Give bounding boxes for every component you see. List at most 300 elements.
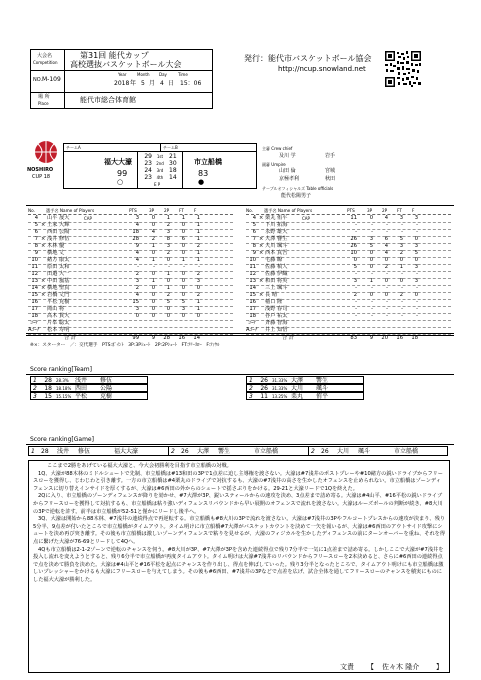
player-2p: 1 (166, 285, 170, 291)
player-name: 原田 太和 (47, 264, 70, 270)
player-row (246, 306, 451, 313)
player-2p: 3 (166, 243, 170, 249)
place-label: Place (38, 101, 49, 106)
player-number: 18 (31, 313, 38, 319)
player-number: 7 (252, 236, 256, 242)
player-name: 下川 拓海 (265, 222, 288, 228)
player-ft: 0 (181, 229, 185, 235)
player-fouls: - (416, 229, 418, 235)
totals-label: 合 計 (64, 335, 77, 341)
total-value: 16 (396, 335, 403, 341)
player-2p: 4 (384, 250, 388, 256)
quarter-score-a: 23 (144, 160, 152, 167)
rank-points: 26 (181, 447, 189, 455)
player-2p: - (386, 222, 388, 228)
player-ft: 0 (181, 243, 185, 249)
player-row (28, 278, 233, 285)
player-row (28, 236, 233, 243)
starter-mark: × (259, 292, 264, 298)
article-paragraph: 4Qも市立船橋は2-1-2ゾーンで逆転のチャンスを伺う。#8大川が3P、#7大澤が3Pを含めた連続得点で残り7分半で一気に1点差まで詰め寄る。しかしここで大濠が#7浅井を投入し流れを変えようとすると、残り6分半で市立船橋が再度タイムアウト。タイム明けは大濠#7浅井のリバウンドからフリースローを2本決めると、さらに#6西田の連続得点で点を決めて勝負を決めた。大濠は#4山平と#16平松を起点にチャンスを作り出し、得点を伸ばしていった。残り3分半となったところで、タイムアウト明けにも市立船橋は激しいプレッシャーをかけるも大濠にフリースローを与えてしまう。その後も#6西田、#7浅井の3Pなどで点差を広げ、試合全体を通してフリースローのチャンスを積実にものにした福大大濠が勝利した。 (33, 546, 444, 583)
box-header-cell: No. (28, 208, 35, 213)
player-3p: 0 (151, 313, 155, 319)
player-2p: 2 (166, 292, 170, 298)
team-a-total: 99 (117, 169, 128, 178)
player-ft: - (401, 313, 403, 319)
player-2p: 3 (166, 229, 170, 235)
player-ft: 0 (181, 271, 185, 277)
player-name: 緒方 康太 (47, 257, 70, 263)
total-value: 18 (411, 335, 418, 341)
player-3p: 0 (151, 299, 155, 305)
player-ft: 0 (181, 278, 185, 284)
box-header-cell: F (194, 208, 197, 213)
total-value: 83 (350, 335, 357, 341)
player-3p: 0 (151, 250, 155, 256)
starter-mark: × (41, 292, 46, 298)
player-number: 5 (34, 222, 38, 228)
player-pts: - (355, 313, 357, 319)
logo-text-cup: CUP 18 (32, 174, 51, 180)
player-number: 16 (31, 299, 38, 305)
rank-position: 2 (171, 447, 175, 455)
player-fouls: 2 (196, 271, 200, 277)
player-ft: 6 (181, 236, 185, 242)
player-row (28, 264, 233, 271)
player-pts: 26 (350, 236, 357, 242)
writer-open-bracket: 【 (367, 663, 374, 671)
player-3p: 2 (151, 236, 155, 242)
player-name: 横地 丈 (47, 250, 65, 256)
player-ft: - (401, 299, 403, 305)
player-row (28, 229, 233, 236)
rank-points: 15 (44, 392, 52, 400)
player-pts: - (355, 271, 357, 277)
player-pts: 4 (135, 292, 139, 298)
player-row (246, 292, 451, 299)
player-2p: 8 (166, 236, 170, 242)
player-fouls: - (416, 222, 418, 228)
crew-chief-pref: 岩手 (325, 153, 336, 159)
meet-label: 大会名 (37, 53, 53, 59)
player-number: 4 (34, 215, 38, 221)
logo-text-noshiro: NOSHIRO (27, 167, 54, 173)
player-pts: 3 (135, 278, 139, 284)
player-3p: 1 (151, 257, 155, 263)
quarter-label: 4th (156, 175, 164, 180)
player-pts: 2 (135, 285, 139, 291)
rank-percent: 28.3% (56, 377, 69, 383)
player-3p: 0 (369, 250, 373, 256)
player-pts: - (137, 264, 139, 270)
player-pts: 18 (132, 229, 139, 235)
player-3p: - (371, 285, 373, 291)
article-paragraph: 1Q、大濠が88木林のミドルシュートで先制、市立船橋は#13和田の3Pで1点差に迫し主導権を渡さない。大濠は#7浅井のポストプレーや#10緒方の鋭いドライブからフリースローを獲得し、じわじわと引き離す。一方の市立船橋は#4栗丸のドライブで対抗するも、大濠の#7浅井の高さを生かしたオフェンスを止められない。市立船橋はゾーンディフェンスに切り替えインサイドを厚くするが、大濠は#6西田の外からのシュートで揺さぶりをかける。29-21と大濠リードで1Qを終えた。 (33, 470, 443, 492)
player-name: 岩橋 丈門 (47, 292, 70, 298)
player-pts: 11 (350, 215, 357, 221)
box-header-cell: FT (179, 208, 184, 213)
article-paragraph: 2Qに入り、市立船橋のゾーンディフェンスが降りを効かせ、#7大澤が3P、鋭いスティールからの速攻を決め、3点差まで詰め寄る。大濠は#4山平、#16平松の鋭いドライブからフリースローを獲得して対抗するも、市立船橋は粘り強いディフェンスリバウンドから早い展開のオフェンスで流れを渡さない。大濠はルーズボールの判断が続き、#8大川の3Pで逆転を許す。前半は市立船橋が52-51と僅かにリードし後半へ。 (33, 493, 443, 515)
umpire-2-pref: 秋田 (325, 176, 336, 182)
player-pts: 4 (135, 257, 139, 263)
rank-points: 26 (260, 384, 268, 392)
player-fouls: - (416, 313, 418, 319)
quarter-score-b: 30 (169, 160, 177, 167)
player-number: 11 (31, 264, 38, 270)
player-pts: - (355, 285, 357, 291)
total-value: 16 (178, 335, 185, 341)
box-header-cell: 選手名 Name of Players (264, 208, 313, 213)
place-label-jp: 場 所 (38, 94, 50, 100)
player-pts: 2 (135, 271, 139, 277)
player-row (246, 271, 451, 278)
player-pts: 0 (353, 257, 357, 263)
publisher: 発行：能代市バスケットボール協会 (244, 54, 372, 63)
rank-team-title: Score ranking[Team] (30, 366, 92, 373)
rank-percent: 31.33% (272, 377, 288, 383)
player-name: 西田 公陽 (47, 229, 70, 235)
rank-given-name: 颯斗 (316, 384, 329, 392)
player-row (28, 271, 233, 278)
player-fouls: - (198, 264, 200, 270)
quarter-score-b: 14 (169, 174, 177, 181)
date-head-year: Year (118, 72, 127, 77)
player-2p: 6 (384, 236, 388, 242)
rank-position: 1 (249, 376, 253, 384)
date-month-unit: 月 (149, 80, 156, 87)
player-fouls: 5 (414, 250, 418, 256)
date-year: 2018 (114, 80, 130, 87)
starter-mark: × (41, 278, 46, 284)
rank-surname: 大澤 (197, 447, 210, 455)
starter-mark: × (259, 250, 264, 256)
rank-percent: 15.15% (56, 393, 72, 399)
box-header-cell: 2P (164, 208, 170, 213)
date-year-unit: 年 (130, 80, 137, 87)
player-number: 16 (249, 299, 256, 305)
player-2p: 2 (166, 250, 170, 256)
player-row (28, 250, 233, 257)
quarter-score-a: 29 (144, 153, 152, 160)
player-3p: 1 (369, 278, 373, 284)
rank-percent: 13.25% (272, 393, 288, 399)
rank-game-title: Score ranking[Game] (30, 436, 94, 443)
player-2p: 0 (166, 313, 170, 319)
player-2p: 2 (384, 264, 388, 270)
player-number: 17 (31, 306, 38, 312)
rank-given-name: 克樹 (100, 392, 113, 400)
date-head-month: Month (137, 72, 150, 77)
rank-points: 11 (260, 392, 268, 400)
player-fouls: 0 (414, 257, 418, 263)
player-3p: 0 (151, 222, 155, 228)
player-3p: - (371, 313, 373, 319)
team-a-label: チームA (66, 145, 81, 150)
table-officials-label: テーブルオフィシャルズ Table officials (262, 186, 334, 191)
player-row (28, 243, 233, 250)
player-row (246, 243, 451, 250)
player-ft: 0 (181, 285, 185, 291)
player-row (246, 250, 451, 257)
article-paragraph: ここまで2勝をあげている福大大濠と、今大会初勝利を目指す市立船橋の対戦。 (47, 463, 232, 469)
player-row (246, 299, 451, 306)
player-row (246, 278, 451, 285)
player-number: 12 (31, 271, 38, 277)
player-3p: 0 (369, 257, 373, 263)
player-fouls: - (416, 306, 418, 312)
player-fouls: 0 (414, 292, 418, 298)
player-name: 和田 将英 (265, 278, 288, 284)
player-row (246, 236, 451, 243)
player-ft: - (401, 229, 403, 235)
player-row (28, 215, 233, 222)
player-3p: 0 (151, 285, 155, 291)
player-name: 佐藤 槙人 (265, 264, 288, 270)
box-header-cell: PTS (347, 208, 355, 213)
player-fouls: 3 (414, 264, 418, 270)
rank-surname: 平松 (75, 392, 88, 400)
writer-close-bracket: 】 (436, 663, 443, 671)
player-name: 高木 貫大 (47, 313, 70, 319)
rank-surname: 浅井 (57, 447, 70, 455)
player-row (28, 292, 233, 299)
player-pts: - (355, 222, 357, 228)
rank-given-name: 修伍 (78, 447, 91, 455)
player-row (28, 222, 233, 229)
total-value: 99 (132, 335, 139, 341)
box-header-cell: 2P (382, 208, 388, 213)
quarter-label: 3rd (156, 168, 164, 173)
player-2p: 4 (384, 243, 388, 249)
player-3p: 0 (369, 215, 373, 221)
site-url[interactable]: http://ncup.snowland.net (278, 65, 366, 73)
player-number: 18 (249, 313, 256, 319)
article-body (33, 463, 446, 585)
rank-surname: 大川 (337, 447, 350, 455)
rank-team-row (30, 392, 148, 401)
player-name: 宅藤 瞭 (265, 257, 283, 263)
rank-position: 1 (31, 447, 35, 455)
rank-team: 市立船橋 (254, 447, 279, 455)
player-pts: - (355, 299, 357, 305)
rank-percent: 18.18% (56, 385, 72, 391)
rank-surname: 栗丸 (291, 392, 304, 400)
starter-mark: × (259, 278, 264, 284)
player-3p: 4 (151, 229, 155, 235)
player-3p: 0 (151, 271, 155, 277)
player-fouls: 1 (196, 229, 200, 235)
player-ft: - (183, 264, 185, 270)
captain-mark: CAP (302, 216, 310, 221)
team-b-label: チームB (163, 145, 178, 150)
player-3p: 0 (151, 292, 155, 298)
date-head-time: Time (178, 72, 188, 77)
umpire-1-name: 山田 倫 (279, 168, 296, 174)
player-pts: 15 (132, 299, 139, 305)
player-number: 10 (31, 257, 38, 263)
box-header-cell: F (412, 208, 415, 213)
game-number: M-109 (42, 76, 61, 83)
player-row (28, 299, 233, 306)
player-ft: 0 (181, 250, 185, 256)
box-header-cell: 選手名 Name of Players (46, 208, 95, 213)
quarter-score-a: 24 (144, 167, 152, 174)
player-ft: 1 (181, 215, 185, 221)
player-3p: 0 (369, 292, 373, 298)
player-3p: - (371, 222, 373, 228)
player-pts: 10 (350, 250, 357, 256)
rank-game-row (28, 447, 168, 456)
player-name: 木林 優 (47, 243, 65, 249)
player-ft: 0 (399, 257, 403, 263)
team-a-result-mark: ○ (117, 178, 124, 186)
player-2p: 0 (166, 306, 170, 312)
team-b-name: 市立船橋 (194, 158, 222, 166)
player-name: 長 晴 (265, 292, 278, 298)
player-ft: 3 (181, 306, 185, 312)
player-number: 12 (249, 271, 256, 277)
player-3p: 3 (369, 236, 373, 242)
venue: 能代市総合体育館 (80, 96, 136, 104)
player-fouls: 3 (414, 243, 418, 249)
player-name: 片峯 聡太 (47, 320, 70, 326)
player-2p: - (386, 313, 388, 319)
player-row (246, 222, 451, 229)
player-pts: 4 (135, 250, 139, 256)
rank-position: 3 (249, 392, 253, 400)
rank-given-name: 響生 (218, 447, 231, 455)
player-name: 西本 真吾 (265, 250, 288, 256)
player-row (28, 257, 233, 264)
rank-surname: 浅井 (75, 376, 88, 384)
player-pts: 9 (135, 243, 139, 249)
player-2p: 0 (166, 257, 170, 263)
player-number: 14 (249, 285, 256, 291)
rank-given-name: 響生 (316, 376, 329, 384)
rank-points: 26 (321, 447, 329, 455)
player-fouls: - (416, 271, 418, 277)
totals-row (246, 335, 451, 342)
player-pts: 3 (135, 215, 139, 221)
date-time: 15：06 (180, 80, 202, 87)
date-day-unit: 日 (168, 80, 175, 87)
player-3p: 1 (151, 278, 155, 284)
box-header-cell: FT (397, 208, 402, 213)
tournament-title-line2: 高校選抜バスケットボール大会 (70, 60, 182, 69)
player-pts: 0 (135, 313, 139, 319)
rank-game-row (168, 447, 308, 456)
player-name: 横地 聖真 (47, 285, 70, 291)
rank-given-name: 修伍 (100, 376, 113, 384)
rank-position: 2 (311, 447, 315, 455)
player-row (246, 320, 451, 327)
rank-position: 3 (33, 392, 37, 400)
rank-game-row (308, 447, 448, 456)
player-3p: - (371, 299, 373, 305)
player-number: 15 (31, 292, 38, 298)
player-2p: 0 (384, 292, 388, 298)
player-3p: 1 (151, 243, 155, 249)
player-2p: 1 (166, 215, 170, 221)
box-header-cell: PTS (129, 208, 137, 213)
player-number: ｺｰﾁ (248, 320, 256, 326)
player-number: 14 (31, 285, 38, 291)
rank-position: 1 (33, 376, 37, 384)
total-value: 9 (369, 335, 373, 341)
player-ft: - (401, 306, 403, 312)
date-head-day: Day (159, 72, 167, 77)
player-name: 平松 克樹 (47, 299, 70, 305)
player-number: 4 (252, 215, 256, 221)
player-row (28, 320, 233, 327)
player-number: 13 (249, 278, 256, 284)
player-name: 山平 晟大 (47, 215, 70, 221)
player-2p: - (386, 306, 388, 312)
player-fouls: 1 (196, 215, 200, 221)
player-pts: 4 (135, 222, 139, 228)
player-fouls: 0 (414, 236, 418, 242)
box-header-row (28, 207, 233, 214)
player-pts: 3 (135, 306, 139, 312)
player-2p: 0 (166, 278, 170, 284)
player-number: 13 (31, 278, 38, 284)
player-ft: 1 (181, 257, 185, 263)
player-ft: - (401, 285, 403, 291)
box-header-cell: No. (246, 208, 253, 213)
player-number: 7 (34, 236, 38, 242)
quarter-score-a: 23 (144, 174, 152, 181)
total-value: 28 (163, 335, 170, 341)
totals-label: 合 計 (282, 335, 295, 341)
player-name: 大澤 響生 (265, 236, 288, 242)
player-number: 15 (249, 292, 256, 298)
date-day: 4 (160, 80, 164, 87)
article-paragraph: 3Q、大濠は開始から88木林、#7浅井の連続得点で再逆転する。市立船橋も#8大川の3Pで流れを渡さない。大濠は#7浅井の3Pやフルコートプレスからの速攻が決まり、残り5分半、9点差が付いたところで市立船橋がタイムアウト。タイム明けに市立船橋#7大澤がバスケットカウントを決めて一矢を報いるが、大濠は#6西田のアウトサイド攻撃にシュートを決め再び突き離す。その後も市立船橋は激しいゾーンディフェンスで粘りを見せるが、大濠のフィジカルを生かしたディフェンスの前にターンオーバーを重ね、それを得点に繋げた大濠が76-69とリードして4Qへ。 (33, 516, 446, 545)
total-value: 20 (381, 335, 388, 341)
competition-label: Competition (33, 60, 58, 65)
player-name: 井上 知悟 (265, 327, 288, 333)
player-name: 浅井 修伍 (47, 236, 70, 242)
player-ft: 3 (399, 215, 403, 221)
team-a-name: 福大大濠 (104, 158, 132, 166)
player-row (28, 306, 233, 313)
player-name: 松本 寿明 (47, 327, 70, 333)
logo-ball-icon (32, 138, 60, 166)
player-name: 佐藤 伊織 (265, 271, 288, 277)
team-b-result-mark: ● (198, 178, 205, 186)
player-name: 浅野 春司 (265, 306, 288, 312)
rank-points: 28 (44, 376, 52, 384)
player-2p: 2 (166, 222, 170, 228)
crew-chief-label: 主審 Crew chief (262, 146, 293, 151)
player-name: 永野 雄大 (265, 229, 288, 235)
player-pts: 3 (353, 278, 357, 284)
player-name: 谷戸 祐太 (265, 313, 288, 319)
legend-text: ※×：スターター ／：交代選手 PTS:ﾎﾟｲﾝﾄ 3P:3Pｼｭｰﾄ 2P:2Pｼｭｰﾄ FT:ﾌﾘｰｽﾛｰ F:ﾌｧｳﾙ (30, 343, 220, 348)
player-ft: 0 (181, 222, 185, 228)
player-ft: 0 (181, 313, 185, 319)
player-number: 10 (249, 257, 256, 263)
captain-mark: CAP (84, 216, 92, 221)
player-name: 大川 颯斗 (265, 243, 288, 249)
player-row (246, 285, 451, 292)
player-row (246, 229, 451, 236)
rank-position: 2 (33, 384, 37, 392)
player-fouls: 1 (196, 222, 200, 228)
player-fouls: - (416, 299, 418, 305)
player-name: 栗丸 侑平 (265, 215, 288, 221)
rank-given-name: 侑平 (316, 392, 329, 400)
player-2p: - (386, 285, 388, 291)
